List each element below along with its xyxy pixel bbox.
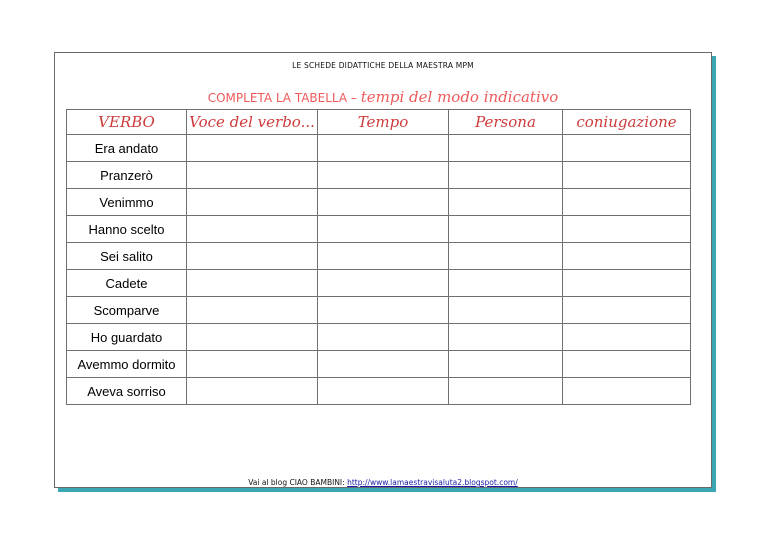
answer-cell-voce[interactable] xyxy=(187,270,318,297)
verb-cell: Pranzerò xyxy=(67,162,187,189)
col-header-voce: Voce del verbo... xyxy=(187,110,318,135)
answer-cell-persona[interactable] xyxy=(449,162,563,189)
answer-cell-coniugazione[interactable] xyxy=(563,351,691,378)
answer-cell-voce[interactable] xyxy=(187,189,318,216)
answer-cell-tempo[interactable] xyxy=(318,351,449,378)
answer-cell-voce[interactable] xyxy=(187,378,318,405)
answer-cell-persona[interactable] xyxy=(449,270,563,297)
answer-cell-persona[interactable] xyxy=(449,324,563,351)
table-row xyxy=(67,351,691,378)
table-header-row xyxy=(67,110,691,135)
answer-cell-voce[interactable] xyxy=(187,216,318,243)
answer-cell-persona[interactable] xyxy=(449,189,563,216)
answer-cell-persona[interactable] xyxy=(449,378,563,405)
answer-cell-tempo[interactable] xyxy=(318,216,449,243)
answer-cell-voce[interactable] xyxy=(187,351,318,378)
worksheet-title xyxy=(55,87,711,106)
answer-cell-tempo[interactable] xyxy=(318,378,449,405)
verb-cell: Cadete xyxy=(67,270,187,297)
answer-cell-tempo[interactable] xyxy=(318,135,449,162)
answer-cell-coniugazione[interactable] xyxy=(563,297,691,324)
answer-cell-tempo[interactable] xyxy=(318,162,449,189)
table-row xyxy=(67,297,691,324)
table-row xyxy=(67,270,691,297)
table-row xyxy=(67,189,691,216)
answer-cell-coniugazione[interactable] xyxy=(563,189,691,216)
title-instruction: COMPLETA LA TABELLA – xyxy=(207,91,361,105)
answer-cell-voce[interactable] xyxy=(187,243,318,270)
answer-cell-tempo[interactable] xyxy=(318,297,449,324)
answer-cell-persona[interactable] xyxy=(449,351,563,378)
table-row xyxy=(67,378,691,405)
table-row xyxy=(67,162,691,189)
verb-table xyxy=(66,109,691,405)
verb-cell: Scomparve xyxy=(67,297,187,324)
answer-cell-coniugazione[interactable] xyxy=(563,270,691,297)
verb-cell: Venimmo xyxy=(67,189,187,216)
answer-cell-coniugazione[interactable] xyxy=(563,324,691,351)
answer-cell-coniugazione[interactable] xyxy=(563,162,691,189)
answer-cell-tempo[interactable] xyxy=(318,189,449,216)
answer-cell-coniugazione[interactable] xyxy=(563,216,691,243)
answer-cell-voce[interactable] xyxy=(187,162,318,189)
answer-cell-voce[interactable] xyxy=(187,324,318,351)
worksheet-footer xyxy=(55,478,711,487)
answer-cell-voce[interactable] xyxy=(187,135,318,162)
blog-link[interactable]: http://www.lamaestravisaluta2.blogspot.com/ xyxy=(347,478,518,487)
answer-cell-persona[interactable] xyxy=(449,216,563,243)
verb-cell: Sei salito xyxy=(67,243,187,270)
answer-cell-persona[interactable] xyxy=(449,297,563,324)
answer-cell-tempo[interactable] xyxy=(318,243,449,270)
answer-cell-tempo[interactable] xyxy=(318,324,449,351)
answer-cell-coniugazione[interactable] xyxy=(563,243,691,270)
answer-cell-voce[interactable] xyxy=(187,297,318,324)
table-row xyxy=(67,135,691,162)
col-header-verbo: VERBO xyxy=(67,110,187,135)
col-header-tempo: Tempo xyxy=(318,110,449,135)
title-subject: tempi del modo indicativo xyxy=(360,88,559,106)
table-row xyxy=(67,216,691,243)
col-header-coniugazione: coniugazione xyxy=(563,110,691,135)
table-row xyxy=(67,243,691,270)
footer-prefix: Vai al blog CIAO BAMBINI: xyxy=(248,478,348,487)
verb-cell: Era andato xyxy=(67,135,187,162)
verb-cell: Avemmo dormito xyxy=(67,351,187,378)
verb-cell: Hanno scelto xyxy=(67,216,187,243)
verb-cell: Aveva sorriso xyxy=(67,378,187,405)
answer-cell-persona[interactable] xyxy=(449,243,563,270)
table-row xyxy=(67,324,691,351)
answer-cell-coniugazione[interactable] xyxy=(563,135,691,162)
col-header-persona: Persona xyxy=(449,110,563,135)
worksheet-frame xyxy=(54,52,712,488)
verb-cell: Ho guardato xyxy=(67,324,187,351)
answer-cell-coniugazione[interactable] xyxy=(563,378,691,405)
answer-cell-persona[interactable] xyxy=(449,135,563,162)
answer-cell-tempo[interactable] xyxy=(318,270,449,297)
worksheet-header: LE SCHEDE DIDATTICHE DELLA MAESTRA MPM xyxy=(292,61,474,70)
